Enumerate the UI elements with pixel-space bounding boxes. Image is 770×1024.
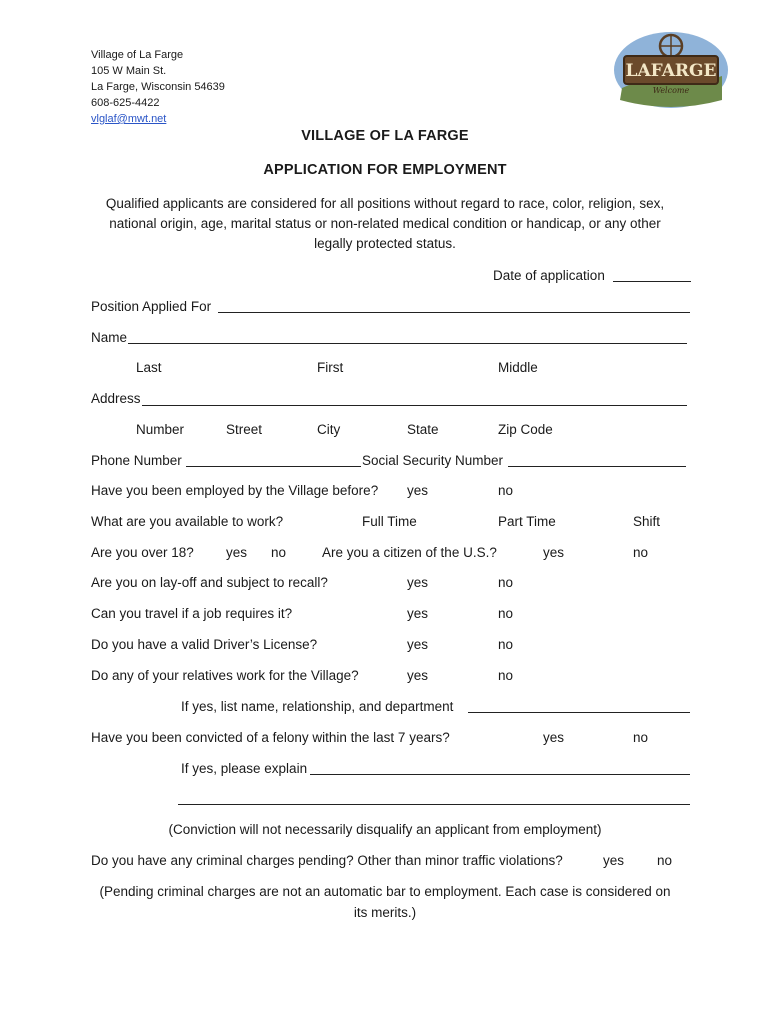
- question-over-18: Are you over 18?: [91, 545, 194, 560]
- page-subtitle: APPLICATION FOR EMPLOYMENT: [263, 162, 507, 178]
- eeo-line: legally protected status.: [314, 236, 456, 251]
- felony-explain-input-line-2[interactable]: [178, 804, 690, 805]
- address-input-line[interactable]: [142, 405, 687, 406]
- felony-yes[interactable]: yes: [543, 730, 565, 745]
- question-pending: Do you have any criminal charges pending? Other than minor traffic violations?: [91, 853, 563, 868]
- name-part-last: Last: [136, 360, 162, 375]
- name-input-line[interactable]: [128, 343, 687, 344]
- pending-no[interactable]: no: [657, 853, 673, 868]
- question-employed-before: Have you been employed by the Village before?: [91, 483, 379, 498]
- license-no[interactable]: no: [498, 637, 514, 652]
- felony-no[interactable]: no: [633, 730, 649, 745]
- ssn-input-line[interactable]: [508, 466, 686, 467]
- address-line: La Farge, Wisconsin 54639: [91, 81, 225, 93]
- ssn-label: Social Security Number: [362, 453, 504, 468]
- relatives-detail-label: If yes, list name, relationship, and department: [181, 699, 454, 714]
- felony-explain-label: If yes, please explain: [181, 761, 308, 776]
- availability-part-time[interactable]: Part Time: [498, 514, 556, 529]
- name-label: Name: [91, 330, 128, 345]
- over-18-no[interactable]: no: [271, 545, 287, 560]
- availability-full-time[interactable]: Full Time: [362, 514, 417, 529]
- question-citizen: Are you a citizen of the U.S.?: [322, 545, 497, 560]
- name-part-middle: Middle: [498, 360, 538, 375]
- date-input-line[interactable]: [613, 281, 691, 282]
- citizen-no[interactable]: no: [633, 545, 649, 560]
- logo-subtext: Welcome: [652, 86, 690, 95]
- name-part-first: First: [317, 360, 344, 375]
- travel-yes[interactable]: yes: [407, 606, 429, 621]
- felony-explain-input-line[interactable]: [310, 774, 690, 775]
- layoff-yes[interactable]: yes: [407, 575, 429, 590]
- question-layoff: Are you on lay-off and subject to recall?: [91, 575, 328, 590]
- pending-yes[interactable]: yes: [603, 853, 625, 868]
- page-title: VILLAGE OF LA FARGE: [301, 128, 469, 144]
- address-line: 608-625-4422: [91, 97, 160, 109]
- logo-text: LAFARGE: [625, 61, 717, 81]
- citizen-yes[interactable]: yes: [543, 545, 565, 560]
- question-travel: Can you travel if a job requires it?: [91, 606, 293, 621]
- relatives-yes[interactable]: yes: [407, 668, 429, 683]
- phone-input-line[interactable]: [186, 466, 361, 467]
- address-block: [91, 47, 225, 127]
- over-18-yes[interactable]: yes: [226, 545, 248, 560]
- position-label: Position Applied For: [91, 299, 212, 314]
- eeo-line: Qualified applicants are considered for all positions without regard to race, color, religion, sex,: [105, 196, 665, 211]
- relatives-no[interactable]: no: [498, 668, 514, 683]
- question-availability: What are you available to work?: [91, 514, 284, 529]
- email-link[interactable]: vlglaf@mwt.net: [91, 113, 167, 125]
- availability-shift[interactable]: Shift: [633, 514, 661, 529]
- employed-before-yes[interactable]: yes: [407, 483, 429, 498]
- address-part-street: Street: [226, 422, 263, 437]
- conviction-note: (Conviction will not necessarily disqualify an applicant from employment): [168, 822, 602, 837]
- address-part-state: State: [407, 422, 439, 437]
- license-yes[interactable]: yes: [407, 637, 429, 652]
- address-part-number: Number: [136, 422, 185, 437]
- date-label: Date of application: [493, 268, 605, 283]
- pending-note-line: (Pending criminal charges are not an automatic bar to employment. Each case is considered on: [99, 884, 671, 899]
- address-line: 105 W Main St.: [91, 65, 167, 77]
- question-license: Do you have a valid Driver’s License?: [91, 637, 318, 652]
- question-felony: Have you been convicted of a felony within the last 7 years?: [91, 730, 450, 745]
- employed-before-no[interactable]: no: [498, 483, 514, 498]
- travel-no[interactable]: no: [498, 606, 514, 621]
- position-input-line[interactable]: [218, 312, 690, 313]
- pending-note-line: its merits.): [353, 905, 417, 920]
- address-label: Address: [91, 391, 141, 406]
- relatives-detail-input-line[interactable]: [468, 712, 690, 713]
- address-part-zip: Zip Code: [498, 422, 553, 437]
- question-relatives: Do any of your relatives work for the Village?: [91, 668, 359, 683]
- layoff-no[interactable]: no: [498, 575, 514, 590]
- phone-label: Phone Number: [91, 453, 182, 468]
- village-logo: [612, 30, 730, 110]
- address-part-city: City: [317, 422, 341, 437]
- address-line: Village of La Farge: [91, 49, 184, 61]
- eeo-line: national origin, age, marital status or non-related medical condition or handicap, or any other: [109, 216, 661, 231]
